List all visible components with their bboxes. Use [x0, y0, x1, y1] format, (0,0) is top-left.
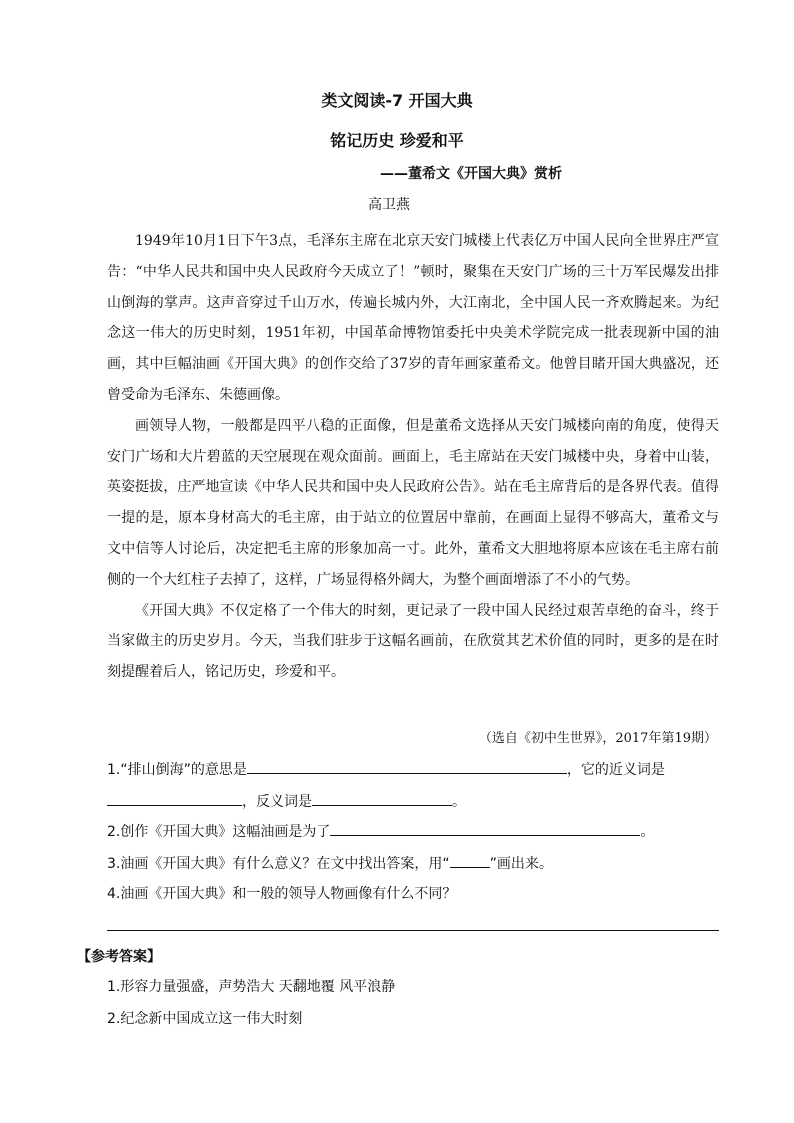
question-4: 4.油画《开国大典》和一般的领导人物画像有什么不同？	[107, 886, 457, 902]
answer-2: 2.纪念新中国成立这一伟大时刻	[107, 1011, 303, 1027]
answer-blank-1[interactable]	[247, 758, 567, 774]
paragraph-3: 《开国大典》不仅定格了一个伟大的时刻，更记录了一段中国人民经过艰苦卓绝的奋斗，终于当家做主的历史岁月。今天，当我们驻步于这幅名画前，在欣赏其艺术价值的同时，更多的是在时刻提醒着后人，铭记历史，珍爱和平。	[107, 602, 719, 681]
article-source: （选自《初中生世界》，2017年第19期）	[478, 731, 717, 746]
article-title: 铭记历史 珍爱和平	[330, 131, 464, 150]
answer-1: 1.形容力量强盛，声势浩大 天翻地覆 风平浪静	[107, 979, 396, 995]
paragraph-2: 画领导人物，一般都是四平八稳的正面像，但是董希文选择从天安门城楼向南的角度，使得天安门广场和大片碧蓝的天空展现在观众面前。画面上，毛主席站在天安门城楼中央，身着中山装，英姿挺拔，庄严地宣读《中华人民共和国中央人民政府公告》。站在毛主席背后的是各界代表。值得一提的是，原本身材高大的毛主席，由于站立的位置居中靠前，在画面上显得不够高大，董希文与文中信等人讨论后，决定把毛主席的形象加高一寸。此外，董希文大胆地将原本应该在毛主席右前侧的一个大红柱子去掉了，这样，广场显得格外阔大，为整个画面增添了不小的气势。	[107, 417, 719, 588]
underline-mark	[450, 852, 490, 868]
question-3	[107, 852, 719, 873]
question-1-end: 。	[452, 794, 466, 810]
article-subtitle: ——董希文《开国大典》赏析	[380, 166, 562, 182]
answer-line-4[interactable]	[107, 930, 719, 931]
answer-blank-synonym[interactable]	[107, 790, 242, 806]
answers-heading: 【参考答案】	[77, 949, 161, 965]
question-1-prompt: 1.“排山倒海”的意思是	[107, 762, 247, 778]
question-1-line-1	[107, 758, 719, 779]
article-author: 高卫燕	[368, 197, 410, 213]
question-1-synonym-prompt: ，它的近义词是	[566, 762, 665, 778]
document-title: 类文阅读-7 开国大典	[321, 91, 473, 110]
question-2-prompt: 2.创作《开国大典》这幅油画是为了	[107, 824, 331, 840]
article-body	[107, 226, 719, 688]
question-2-end: 。	[640, 824, 655, 840]
question-2	[107, 820, 719, 841]
question-1-line-2	[107, 790, 719, 811]
question-3-prompt: 3.油画《开国大典》有什么意义？在文中找出答案，用“	[107, 856, 450, 872]
answer-blank-2[interactable]	[330, 820, 640, 836]
answer-blank-antonym[interactable]	[312, 790, 452, 806]
question-1-antonym-prompt: ，反义词是	[242, 794, 312, 810]
question-3-end: ”画出来。	[489, 856, 553, 872]
paragraph-1: 1949年10月1日下午3点，毛泽东主席在北京天安门城楼上代表亿万中国人民向全世界庄严宣告：“中华人民共和国中央人民政府今天成立了！”顿时，聚集在天安门广场的三十万军民爆发出排山倒海的掌声。这声音穿过千山万水，传遍长城内外，大江南北，全中国人民一齐欢腾起来。为纪念这一伟大的历史时刻，1951年初，中国革命博物馆委托中央美术学院完成一批表现新中国的油画，其中巨幅油画《开国大典》的创作交给了37岁的青年画家董希文。他曾目睹开国大典盛况，还曾受命为毛泽东、朱德画像。	[107, 233, 719, 403]
